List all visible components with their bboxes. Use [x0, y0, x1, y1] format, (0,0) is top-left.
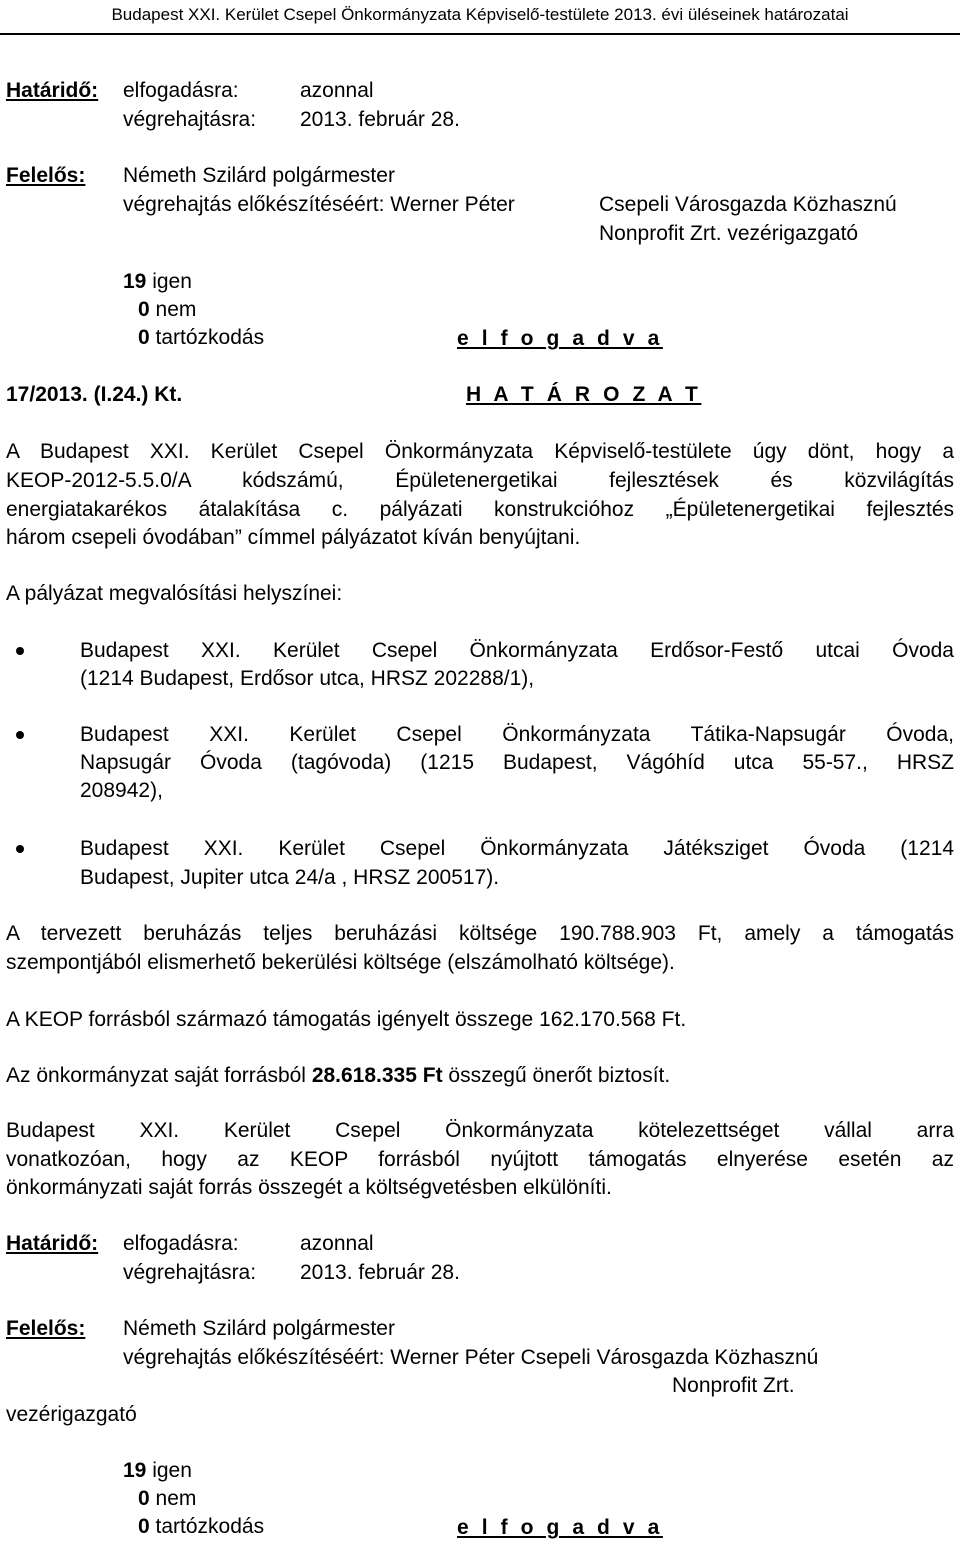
vote-abstain-count-2: 0 — [138, 1515, 150, 1538]
vote-yes-2 — [123, 1457, 192, 1485]
responsible-preparer-2: végrehajtás előkészítéséért: Werner Péter Csepeli Városgazda Közhasznú — [123, 1346, 819, 1369]
vote-yes-count-2: 19 — [123, 1459, 147, 1482]
commitment-line1: Budapest XXI. Kerület Csepel Önkormányzata kötelezettséget vállal arra — [6, 1119, 954, 1142]
adoption-label: elfogadásra: — [123, 79, 239, 102]
vote-result: e l f o g a d v a — [457, 327, 663, 350]
resolution-p1-line1: A Budapest XXI. Kerület Csepel Önkormányzata Képviselő-testülete úgy dönt, hogy a — [6, 440, 954, 463]
location-1-line1: Budapest XXI. Kerület Csepel Önkormányzata Erdősor-Festő utcai Óvoda — [80, 639, 954, 662]
vote-no-label-2: nem — [149, 1487, 197, 1510]
locations-title: A pályázat megvalósítási helyszínei: — [6, 582, 343, 605]
resolution-heading: H A T Á R O Z A T — [466, 383, 702, 406]
responsible-company: Csepeli Városgazda Közhasznú — [599, 193, 897, 216]
own-contribution-line — [6, 1062, 670, 1090]
resolution-number: 17/2013. (I.24.) Kt. — [6, 383, 183, 406]
resolution-p1-line3: energiatakarékos átalakítása c. pályázati konstrukcióhoz „Épületenergetikai fejlesztés — [6, 498, 954, 521]
responsible-company-2: Nonprofit Zrt. — [672, 1374, 795, 1397]
responsible-label: Felelős: — [6, 164, 86, 187]
vote-no-count-2: 0 — [138, 1487, 150, 1510]
commitment-line2: vonatkozóan, hogy az KEOP forrásból nyújtott támogatás elnyerése esetén az — [6, 1148, 954, 1171]
location-2-line3: 208942), — [80, 779, 163, 802]
own-contribution-amount: 28.618.335 Ft — [311, 1064, 443, 1087]
bullet-icon — [16, 845, 24, 853]
vote-no-count: 0 — [138, 298, 150, 321]
vote-yes-label-2: igen — [146, 1459, 192, 1482]
location-2-line1: Budapest XXI. Kerület Csepel Önkormányzata Tátika-Napsugár Óvoda, — [80, 723, 954, 746]
responsible-preparer: végrehajtás előkészítéséért: Werner Péter — [123, 193, 515, 216]
execution-label-2: végrehajtásra: — [123, 1261, 257, 1284]
execution-value-2: 2013. február 28. — [300, 1261, 460, 1284]
vote-no — [138, 296, 196, 324]
vote-yes — [123, 268, 192, 296]
execution-label: végrehajtásra: — [123, 108, 257, 131]
location-3-line2: Budapest, Jupiter utca 24/a , HRSZ 200517). — [80, 866, 500, 889]
vote-abstain-label-2: tartózkodás — [149, 1515, 265, 1538]
cost-line2: szempontjából elismerhető bekerülési költsége (elszámolható költsége). — [6, 951, 675, 974]
vote-no-2 — [138, 1485, 196, 1513]
adoption-value: azonnal — [300, 79, 374, 102]
adoption-value-2: azonnal — [300, 1232, 374, 1255]
cost-line1: A tervezett beruházás teljes beruházási költsége 190.788.903 Ft, amely a támogatás — [6, 922, 954, 945]
vote-result-2: e l f o g a d v a — [457, 1516, 663, 1539]
vote-abstain-2 — [138, 1513, 264, 1541]
resolution-p1-line4: három csepeli óvodában” címmel pályázatot kíván benyújtani. — [6, 526, 581, 549]
location-3-line1: Budapest XXI. Kerület Csepel Önkormányzata Játéksziget Óvoda (1214 — [80, 837, 954, 860]
vote-no-label: nem — [149, 298, 197, 321]
vote-abstain-label: tartózkodás — [149, 326, 265, 349]
vote-yes-label: igen — [146, 270, 192, 293]
page-header: Budapest XXI. Kerület Csepel Önkormányzata Képviselő-testülete 2013. évi üléseinek határozatai — [111, 5, 849, 24]
own-contribution-pre: Az önkormányzat saját forrásból — [6, 1064, 312, 1087]
keop-amount-line: A KEOP forrásból származó támogatás igényelt összege 162.170.568 Ft. — [6, 1008, 687, 1031]
commitment-line3: önkormányzati saját forrás összegét a költségvetésben elkülöníti. — [6, 1176, 612, 1199]
deadline-label-2: Határidő: — [6, 1232, 99, 1255]
responsible-mayor-2: Németh Szilárd polgármester — [123, 1317, 395, 1340]
vote-yes-count: 19 — [123, 270, 147, 293]
location-1-line2: (1214 Budapest, Erdősor utca, HRSZ 202288/1), — [80, 667, 535, 690]
vote-abstain — [138, 324, 264, 352]
header-rule — [0, 33, 960, 35]
bullet-icon — [16, 731, 24, 739]
responsible-label-2: Felelős: — [6, 1317, 86, 1340]
responsible-company-title: Nonprofit Zrt. vezérigazgató — [599, 222, 859, 245]
vote-abstain-count: 0 — [138, 326, 150, 349]
responsible-title-2: vezérigazgató — [6, 1403, 137, 1426]
location-2-line2: Napsugár Óvoda (tagóvoda) (1215 Budapest, Vágóhíd utca 55-57., HRSZ — [80, 751, 954, 774]
adoption-label-2: elfogadásra: — [123, 1232, 239, 1255]
execution-value: 2013. február 28. — [300, 108, 460, 131]
bullet-icon — [16, 647, 24, 655]
resolution-p1-line2: KEOP-2012-5.5.0/A kódszámú, Épületenergetikai fejlesztések és közvilágítás — [6, 469, 954, 492]
responsible-mayor: Németh Szilárd polgármester — [123, 164, 395, 187]
deadline-label: Határidő: — [6, 79, 99, 102]
own-contribution-post: összegű önerőt biztosít. — [442, 1064, 671, 1087]
